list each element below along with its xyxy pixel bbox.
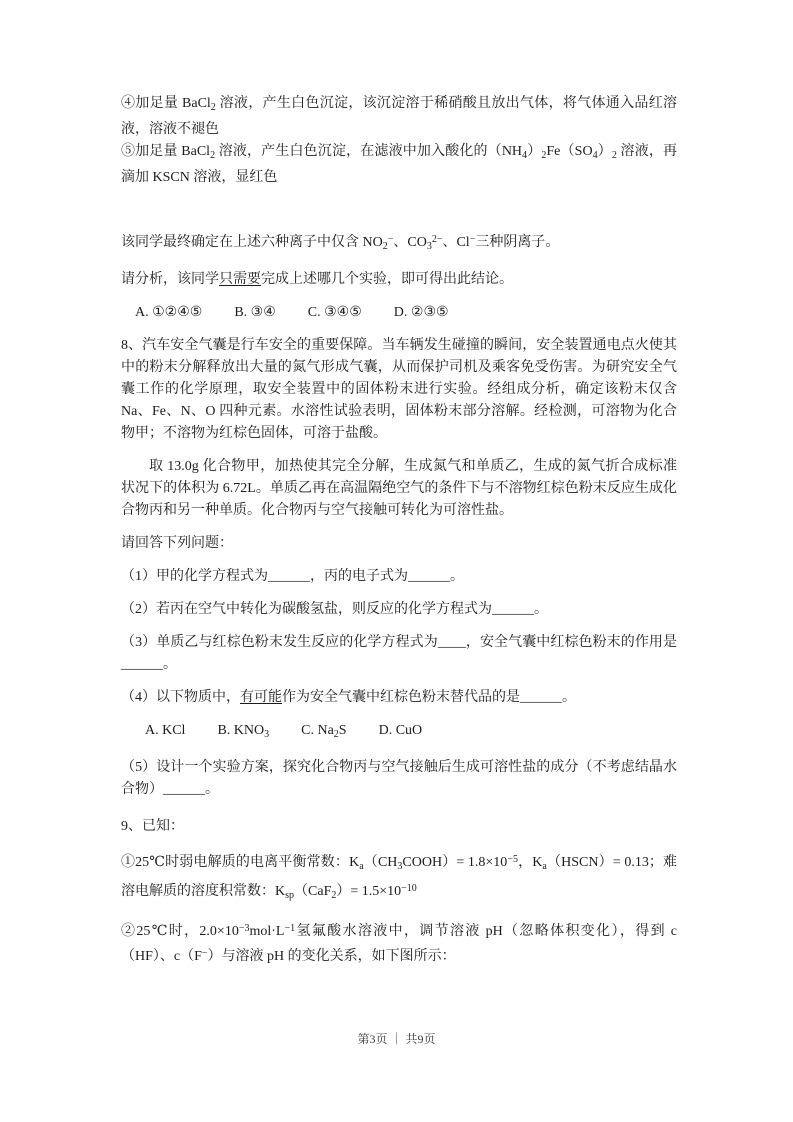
text-segment: （HSCN）= 0.13；难溶电解质的溶度积常数：K	[121, 855, 677, 899]
text-segment: D. CuO	[378, 723, 423, 738]
text-segment: （1）甲的化学方程式为______，丙的电子式为______。	[121, 569, 464, 584]
text-segment: −5	[507, 854, 518, 865]
text-segment: C. ③④⑤	[307, 305, 362, 320]
text-segment: −3	[238, 923, 250, 934]
text-segment: 有可能	[240, 690, 282, 705]
text-segment: 8、汽车安全气囊是行车安全的重要保障。当车辆发生碰撞的瞬间，安全装置通电点火使其中的粉末分解释放出大量的氮气形成气囊，从而保护司机及乘客免受伤害。为研究安全气囊工作的化学原理，取安全装置中的固体粉末进行实验。经组成分析，确定该粉末仅含 Na、Fe、N、O 四种元素。水溶性试验表明，固体粉末部分溶解。经检测，可溶物为化合物甲；不溶物为红棕色固体，可溶于盐酸。	[121, 338, 677, 441]
text-segment: ②25℃时，2.0×10	[121, 924, 239, 939]
text-segment: 请分析，该同学	[121, 272, 219, 287]
text-segment: ①25℃时弱电解质的电离平衡常数：K	[121, 855, 360, 870]
text-segment: 作为安全气囊中红棕色粉末替代品的是______。	[282, 690, 576, 705]
text-segment: ④加足量 BaCl	[121, 96, 211, 111]
text-segment: 9、已知：	[121, 819, 184, 834]
text-segment: 3	[397, 861, 403, 872]
text-segment: A. ①②④⑤	[135, 305, 203, 320]
text-segment: a	[359, 861, 364, 872]
text-segment: 2	[382, 241, 388, 252]
analysis-prompt	[121, 269, 677, 291]
text-segment: 请回答下列问题：	[121, 536, 233, 551]
question-7-option-c	[308, 305, 362, 320]
question-7-option-d	[394, 305, 449, 320]
text-segment: mol·L	[249, 924, 285, 939]
text-segment: COOH）= 1.8×10	[402, 855, 508, 870]
text-segment: ）= 1.5×10	[336, 884, 402, 899]
text-segment: sp	[285, 890, 295, 901]
text-segment: −1	[284, 923, 296, 934]
question-8-option-c	[301, 723, 346, 738]
text-segment: 、CO	[393, 235, 427, 250]
question-8-prompt	[121, 533, 677, 555]
text-segment: B. KNO	[217, 723, 265, 738]
text-segment: （3）单质乙与红棕色粉末发生反应的化学方程式为____，安全气囊中红棕色粉末的作用是______。	[121, 635, 677, 672]
question-9-known-2	[121, 918, 677, 968]
text-segment: 3	[264, 729, 270, 740]
text-segment: 2	[333, 729, 339, 740]
text-segment: 2	[331, 890, 337, 901]
text-segment: 氢氟酸水溶液中，调节溶液 pH（忽略体积变化），得到 c（HF）、c（F	[121, 924, 677, 964]
text-segment: S	[338, 723, 347, 738]
text-segment: 2	[541, 150, 547, 161]
text-segment: （5）设计一个实验方案，探究化合物丙与空气接触后生成可溶性盐的成分（不考虑结晶水合物）______。	[121, 760, 677, 797]
question-8-sub-5	[121, 757, 677, 801]
question-8-option-d	[379, 723, 423, 738]
text-segment: −	[201, 948, 208, 959]
conclusion-text	[121, 229, 677, 258]
text-segment: A. KCl	[145, 723, 186, 738]
text-segment: 2	[210, 150, 216, 161]
text-segment: Fe（SO	[546, 144, 593, 159]
text-segment: a	[542, 861, 547, 872]
text-segment: 3	[426, 241, 432, 252]
question-8-intro	[121, 335, 677, 445]
text-segment: 完成上述哪几个实验，即可得出此结论。	[261, 272, 513, 287]
question-7-option-a	[135, 305, 202, 320]
page-content	[121, 93, 677, 968]
text-segment: 4	[592, 150, 598, 161]
text-segment: 只需要	[219, 272, 261, 287]
text-segment: −	[469, 234, 476, 245]
text-segment: 溶液，产生白色沉淀，该沉淀溶于稀硝酸且放出气体，将气体通入品红溶液，溶液不褪色	[121, 96, 677, 137]
question-9-known-1	[121, 849, 677, 907]
text-segment: D. ②③⑤	[393, 305, 449, 320]
text-segment: 取 13.0g 化合物甲，加热使其完全分解，生成氮气和单质乙，生成的氮气折合成标准状况下的体积为 6.72L。单质乙再在高温隔绝空气的条件下与不溶物红棕色粉末反应生成化合物丙和另一种单质。化合物丙与空气接触可转化为可溶性盐。	[121, 459, 677, 518]
question-8-option-b	[217, 723, 269, 738]
question-9-heading	[121, 816, 677, 838]
question-8-option-a	[145, 723, 185, 738]
text-segment: −10	[401, 883, 417, 894]
text-segment: 、Cl	[442, 235, 470, 250]
question-7-options	[121, 302, 677, 324]
page-footer: 第3页 ｜ 共9页	[357, 1032, 436, 1046]
text-segment: （CH	[363, 855, 398, 870]
text-segment: 三种阴离子。	[475, 235, 560, 250]
question-8-sub-1	[121, 566, 677, 588]
text-segment: （2）若丙在空气中转化为碳酸氢盐，则反应的化学方程式为______。	[121, 602, 548, 617]
text-segment: B. ③④	[234, 305, 276, 320]
text-segment: 该同学最终确定在上述六种离子中仅含 NO	[121, 235, 383, 250]
text-segment: 2	[611, 150, 617, 161]
text-segment: 4	[522, 150, 528, 161]
text-segment: 2	[210, 102, 216, 113]
text-segment: （CaF	[294, 884, 332, 899]
question-8-sub-2	[121, 599, 677, 621]
text-segment: 溶液，再滴加 KSCN 溶液，显红色	[121, 144, 678, 185]
experiment-step-5	[121, 141, 677, 189]
text-segment: ⑤加足量 BaCl	[121, 144, 211, 159]
text-segment: 溶液，产生白色沉淀，在滤液中加入酸化的（NH	[215, 144, 523, 159]
question-8-sub-4	[121, 687, 677, 709]
question-8-paragraph-2	[121, 456, 677, 522]
question-8-options	[121, 720, 677, 746]
text-segment: −	[387, 234, 394, 245]
text-segment: （4）以下物质中，	[121, 690, 240, 705]
question-7-option-b	[234, 305, 275, 320]
question-8-sub-3	[121, 632, 677, 676]
text-segment: C. Na	[301, 723, 334, 738]
text-segment: ）	[527, 144, 542, 159]
experiment-step-4	[121, 93, 677, 141]
text-segment: ）与溶液 pH 的变化关系，如下图所示：	[207, 949, 456, 964]
text-segment: ，K	[517, 855, 543, 870]
text-segment: 2−	[431, 234, 443, 245]
text-segment: ）	[597, 144, 612, 159]
